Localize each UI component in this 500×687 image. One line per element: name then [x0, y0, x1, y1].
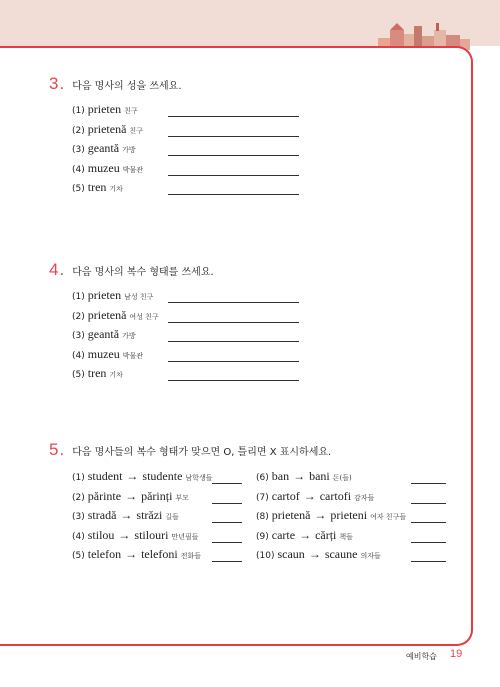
answer-line[interactable] [411, 542, 446, 543]
romanian-word: prieten [87, 288, 122, 302]
exercise-item [72, 366, 123, 381]
exercise-item [72, 347, 143, 362]
item-number: (1) [72, 106, 85, 116]
singular-word: scaun [277, 547, 305, 562]
korean-gloss: 남학생들 [185, 474, 213, 482]
section-3-number: 3. [49, 74, 66, 93]
answer-line[interactable] [168, 194, 299, 195]
answer-line[interactable] [411, 561, 446, 562]
section-5-number: 5. [49, 440, 66, 459]
answer-line[interactable] [212, 483, 242, 484]
singular-word: stradă [87, 508, 117, 523]
plural-word: străzi [136, 508, 163, 523]
korean-gloss: 의자들 [360, 552, 381, 561]
item-number: (6) [256, 473, 269, 483]
arrow-icon: → [126, 469, 139, 483]
item-number: (1) [72, 292, 85, 302]
answer-line[interactable] [168, 302, 299, 303]
answer-line[interactable] [168, 116, 299, 117]
singular-word: student [87, 469, 123, 483]
exercise-item [72, 122, 143, 137]
plural-word: bani [309, 469, 330, 483]
romanian-word: geantă [87, 141, 120, 155]
item-number: (3) [72, 512, 85, 523]
answer-line[interactable] [212, 522, 242, 523]
plural-word: cartofi [319, 488, 352, 503]
korean-gloss: 가방 [122, 332, 136, 340]
answer-line[interactable] [168, 155, 299, 156]
answer-line[interactable] [411, 522, 446, 523]
singular-word: ban [271, 469, 290, 483]
singular-word: cartof [271, 488, 300, 503]
item-number: (4) [72, 350, 85, 361]
answer-line[interactable] [168, 175, 299, 176]
section-4-number: 4. [49, 260, 66, 279]
section-5-header [49, 440, 331, 460]
plural-check-item [72, 489, 189, 504]
plural-word: părinți [141, 488, 173, 503]
singular-word: carte [271, 527, 296, 542]
plural-check-item [256, 547, 381, 562]
romanian-word: muzeu [87, 346, 120, 361]
section-5-instruction: 다음 명사들의 복수 형태가 맞으면 O, 틀리면 X 표시하세요. [72, 447, 332, 458]
plural-check-item [256, 469, 352, 484]
exercise-item [72, 161, 143, 176]
answer-line[interactable] [168, 322, 299, 323]
korean-gloss: 기차 [109, 371, 123, 379]
plural-check-item [256, 489, 374, 504]
item-number: (3) [72, 331, 85, 341]
romanian-word: prietenă [87, 307, 127, 322]
singular-word: părinte [87, 488, 122, 503]
korean-gloss: 책들 [339, 532, 353, 541]
korean-gloss: 여자 친구들 [370, 513, 407, 522]
korean-gloss: 여성 친구 [129, 312, 159, 321]
item-number: (2) [72, 492, 85, 503]
item-number: (7) [256, 492, 269, 503]
plural-check-item [72, 508, 179, 523]
plural-check-item [256, 508, 406, 523]
romanian-word: tren [87, 366, 107, 380]
exercise-item [72, 308, 159, 323]
korean-gloss: 친구 [129, 126, 143, 135]
exercise-item [72, 288, 153, 303]
exercise-item [72, 327, 136, 342]
korean-gloss: 감자들 [354, 493, 375, 502]
plural-check-item [72, 528, 199, 543]
plural-check-item [256, 528, 353, 543]
plural-word: scaune [324, 547, 358, 562]
plural-check-item [72, 547, 201, 562]
arrow-icon: → [118, 527, 131, 542]
korean-gloss: 남성 친구 [124, 293, 154, 301]
page-number: 19 [450, 648, 463, 660]
singular-word: telefon [87, 547, 122, 562]
answer-line[interactable] [411, 503, 446, 504]
arrow-icon: → [293, 469, 306, 483]
answer-line[interactable] [212, 542, 242, 543]
item-number: (8) [256, 512, 269, 523]
answer-line[interactable] [168, 380, 299, 381]
arrow-icon: → [125, 488, 138, 503]
arrow-icon: → [308, 547, 321, 562]
item-number: (9) [256, 531, 269, 542]
answer-line[interactable] [168, 341, 299, 342]
answer-line[interactable] [168, 361, 299, 362]
romanian-word: prieten [87, 102, 122, 116]
arrow-icon: → [314, 508, 327, 523]
exercise-item [72, 180, 123, 195]
romanian-word: prietenă [87, 121, 127, 136]
answer-line[interactable] [168, 136, 299, 137]
plural-check-item [72, 469, 212, 484]
item-number: (5) [72, 184, 85, 194]
item-number: (5) [72, 551, 85, 562]
item-number: (1) [72, 473, 85, 483]
exercise-item [72, 102, 138, 117]
answer-line[interactable] [411, 483, 446, 484]
footer-label: 예비학습 [406, 652, 437, 661]
section-3-header [49, 74, 182, 94]
answer-line[interactable] [212, 503, 242, 504]
korean-gloss: 가방 [122, 146, 136, 154]
korean-gloss: 친구 [124, 107, 138, 115]
singular-word: stilou [87, 527, 115, 542]
item-number: (4) [72, 164, 85, 175]
plural-word: studente [142, 469, 183, 483]
item-number: (5) [72, 370, 85, 380]
korean-gloss: 돈(들) [332, 474, 352, 482]
plural-word: prieteni [330, 508, 368, 523]
arrow-icon: → [120, 508, 133, 523]
singular-word: prietenă [271, 508, 311, 523]
answer-line[interactable] [212, 561, 242, 562]
romanian-word: geantă [87, 327, 120, 341]
korean-gloss: 길들 [165, 513, 179, 522]
item-number: (2) [72, 311, 85, 322]
plural-word: telefoni [141, 547, 178, 562]
arrow-icon: → [125, 547, 138, 562]
korean-gloss: 만년필들 [171, 532, 199, 541]
korean-gloss: 박물관 [122, 351, 144, 360]
section-4-header [49, 260, 214, 280]
item-number: (4) [72, 531, 85, 542]
korean-gloss: 부모 [175, 493, 189, 502]
section-3-instruction: 다음 명사의 성을 쓰세요. [72, 81, 182, 92]
korean-gloss: 기차 [109, 185, 123, 193]
section-4-instruction: 다음 명사의 복수 형태를 쓰세요. [72, 267, 214, 278]
plural-word: stilouri [134, 527, 169, 542]
korean-gloss: 박물관 [122, 165, 144, 174]
plural-word: cărți [315, 527, 337, 542]
exercise-item [72, 141, 136, 156]
item-number: (3) [72, 145, 85, 155]
korean-gloss: 전화들 [180, 552, 202, 561]
arrow-icon: → [303, 488, 316, 503]
item-number: (10) [256, 551, 275, 562]
romanian-word: tren [87, 180, 107, 194]
arrow-icon: → [299, 527, 312, 542]
item-number: (2) [72, 125, 85, 136]
romanian-word: muzeu [87, 160, 120, 175]
